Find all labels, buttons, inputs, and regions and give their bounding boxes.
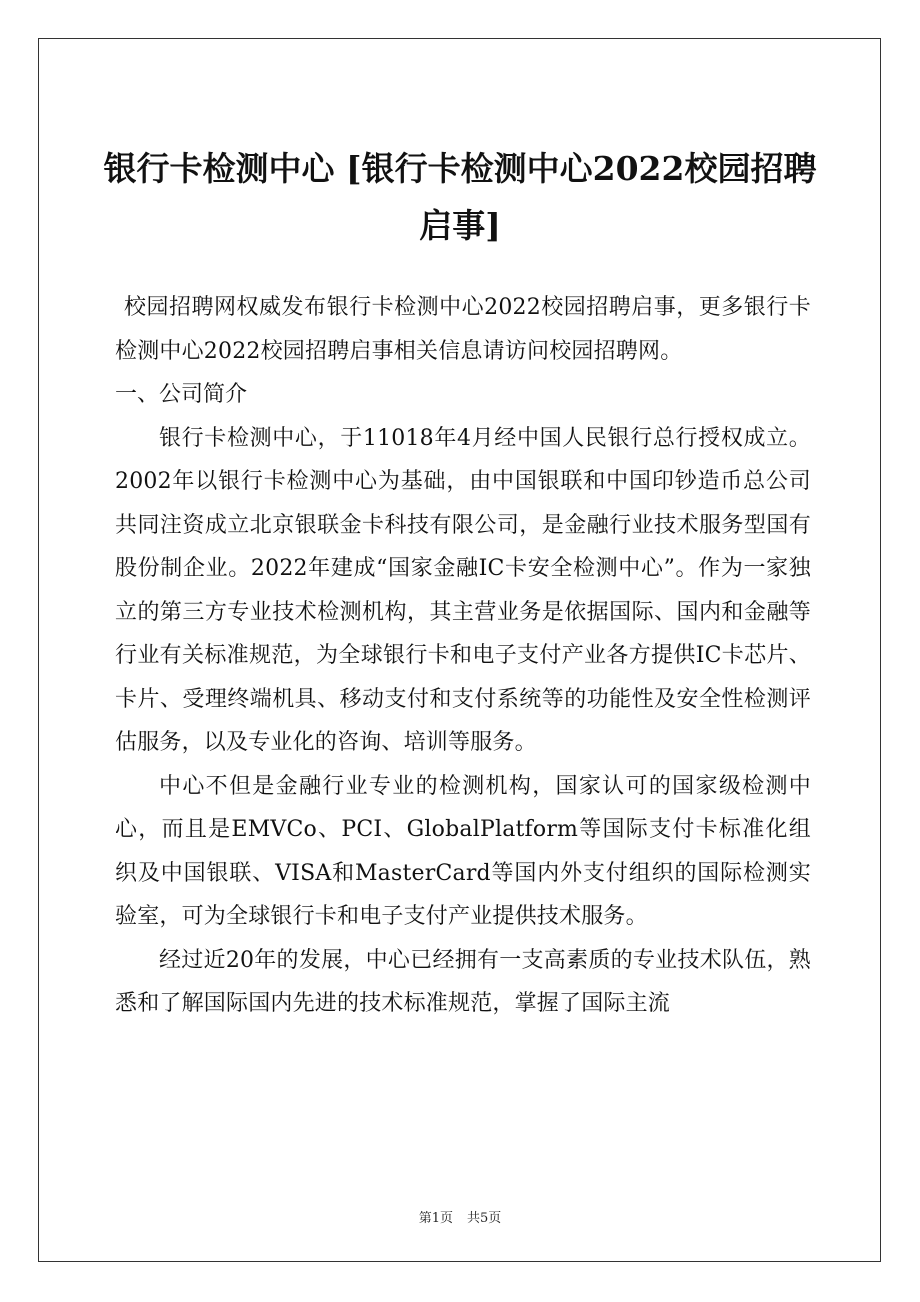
section-heading: 一、公司简介: [115, 382, 248, 407]
page-footer: [0, 1207, 920, 1226]
intro-paragraph: 校园招聘网权威发布银行卡检测中心2022校园招聘启事，更多银行卡检测中心2022校园招聘启事相关信息请访问校园招聘网。: [115, 295, 811, 364]
body-paragraph-3: 经过近20年的发展，中心已经拥有一支高素质的专业技术队伍，熟悉和了解国际国内先进的技术标准规范，掌握了国际主流: [115, 947, 811, 1016]
document-title: 银行卡检测中心 [银行卡检测中心2022校园招聘启事]: [103, 149, 817, 245]
document-body: [115, 286, 811, 1026]
body-paragraph-2: 中心不但是金融行业专业的检测机构，国家认可的国家级检测中心，而且是EMVCo、PCI、GlobalPlatform等国际支付卡标准化组织及中国银联、VISA和MasterCard等国内外支付组织的国际检测实验室，可为全球银行卡和电子支付产业提供技术服务。: [115, 773, 811, 929]
body-paragraph-1: 银行卡检测中心，于11018年4月经中国人民银行总行授权成立。2002年以银行卡检测中心为基础，由中国银联和中国印钞造币总公司共同注资成立北京银联金卡科技有限公司，是金融行业技术服务型国有股份制企业。2022年建成“国家金融IC卡安全检测中心”。作为一家独立的第三方专业技术检测机构，其主营业务是依据国际、国内和金融等行业有关标准规范，为全球银行卡和电子支付产业各方提供IC卡芯片、卡片、受理终端机具、移动支付和支付系统等的功能性及安全性检测评估服务，以及专业化的咨询、培训等服务。: [115, 425, 811, 755]
page-number-current: 第1页: [418, 1211, 453, 1226]
page-number-total: 共5页: [467, 1211, 502, 1226]
